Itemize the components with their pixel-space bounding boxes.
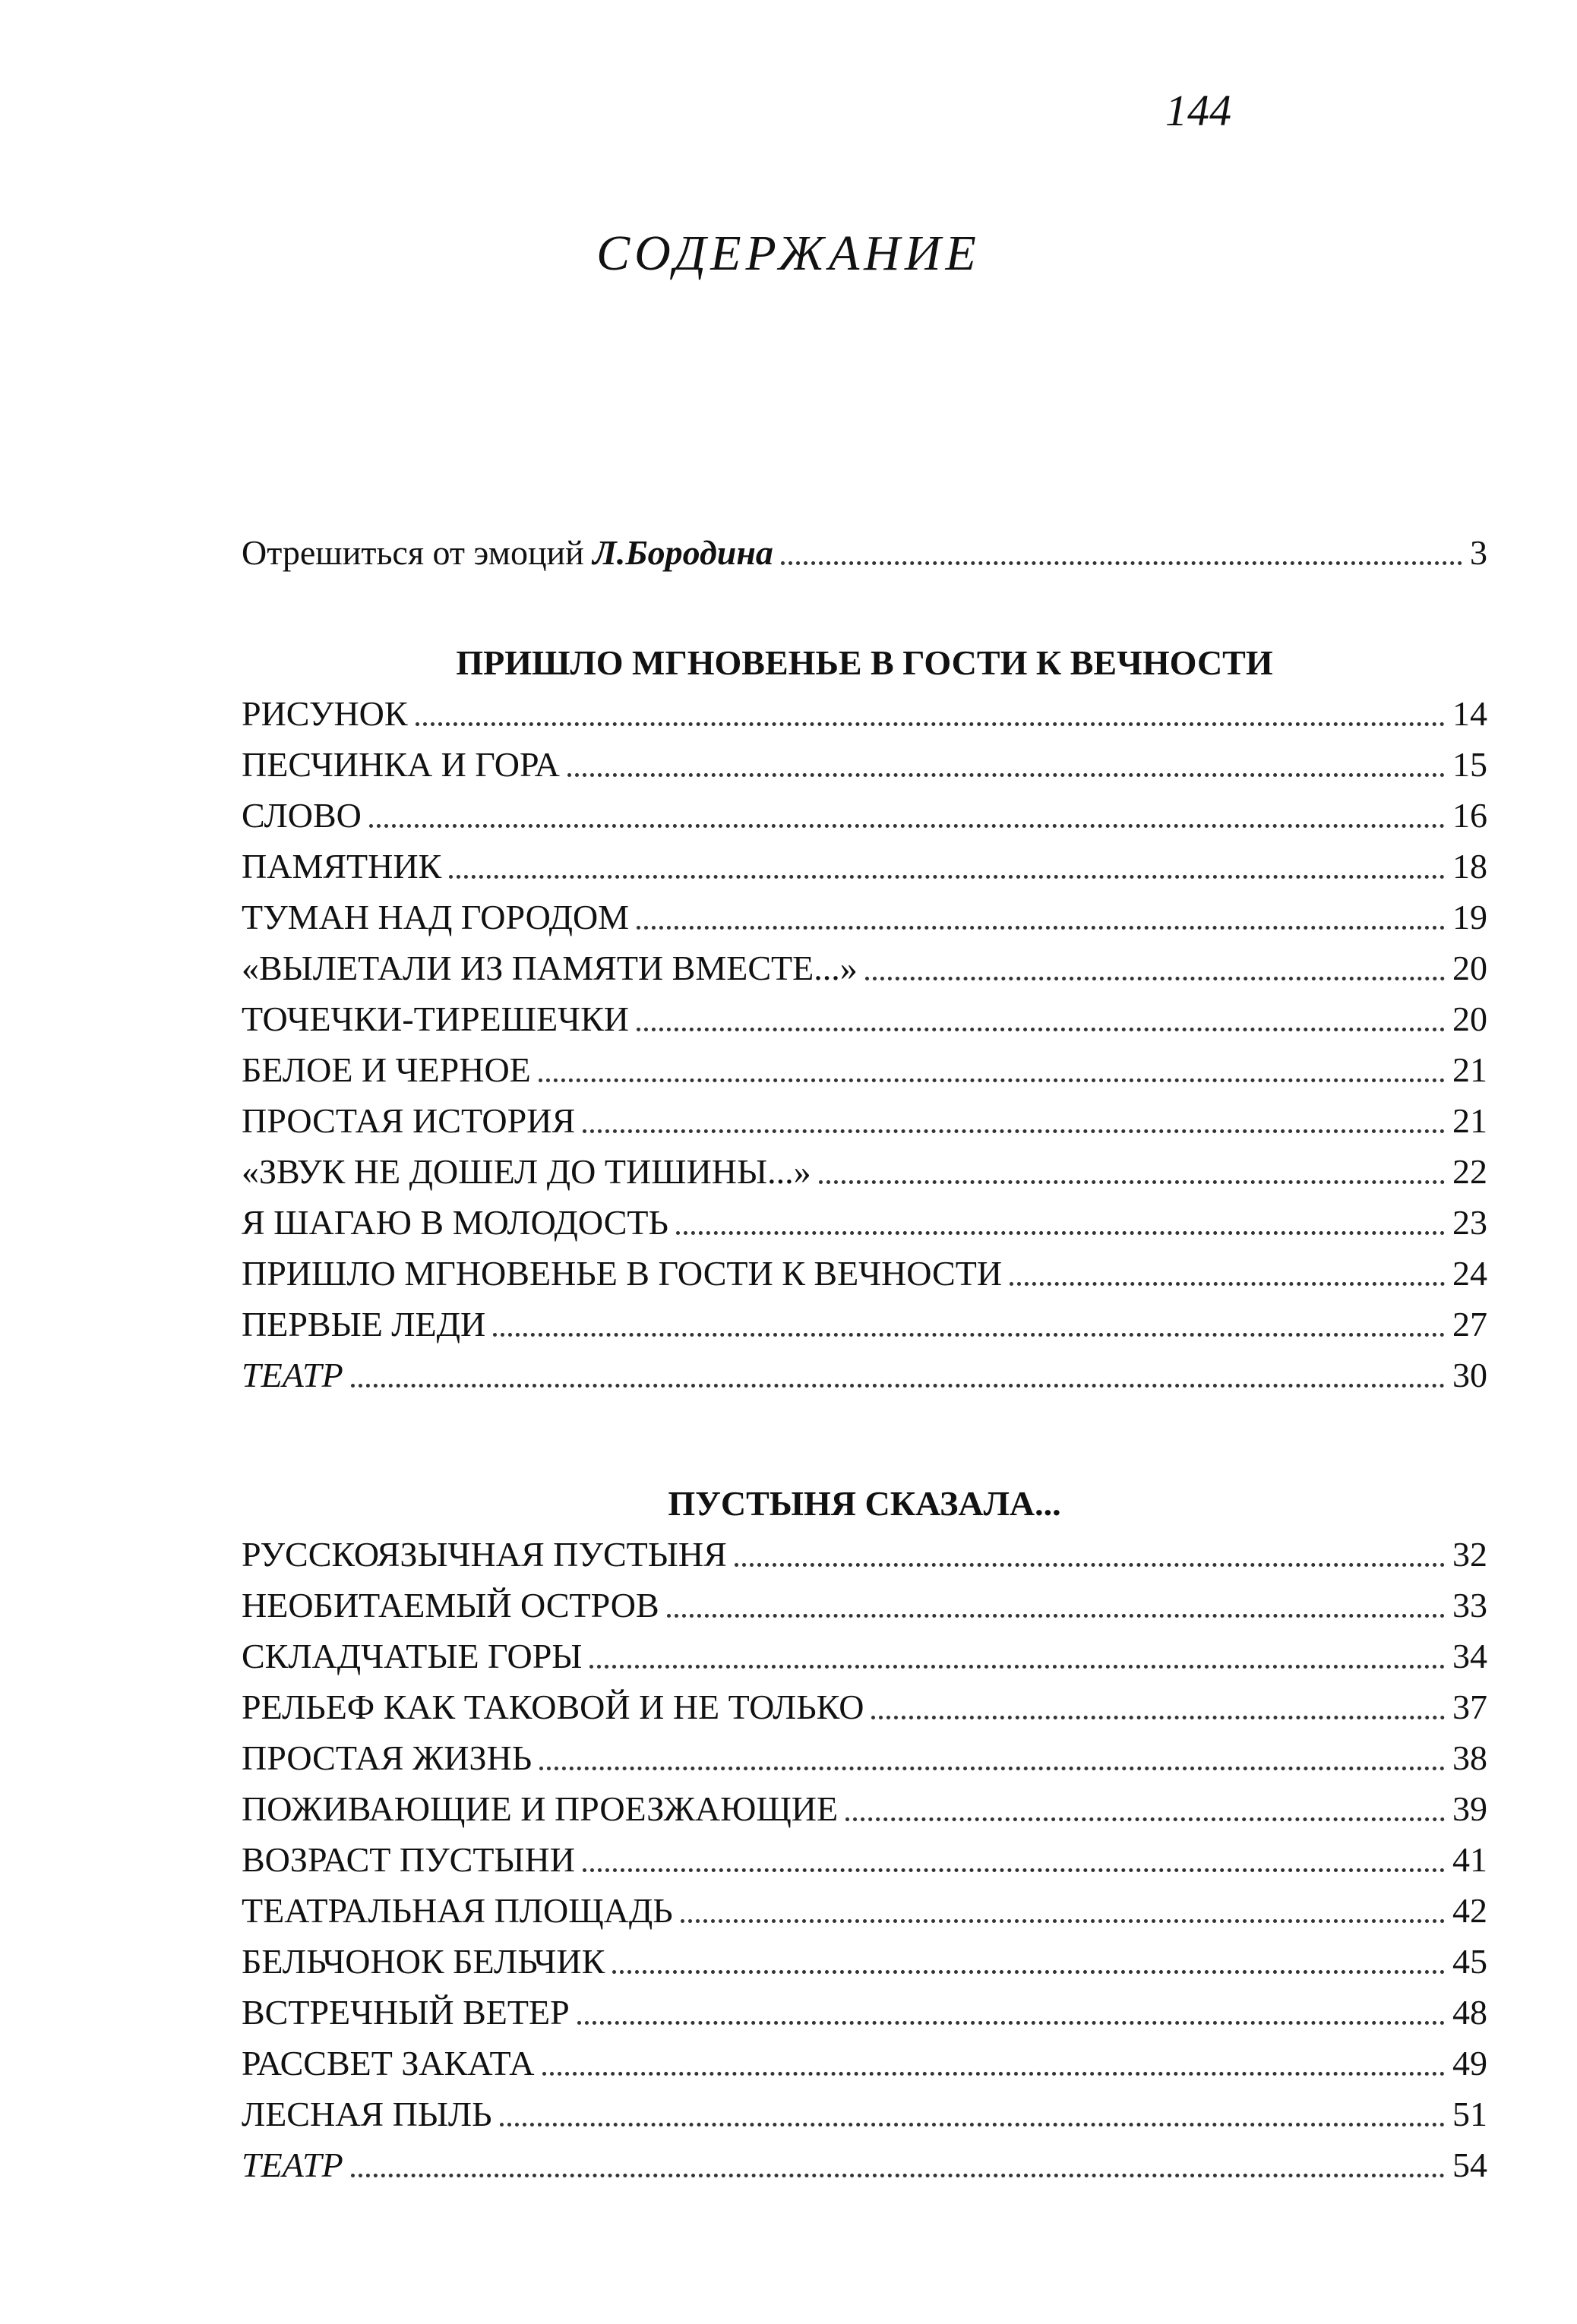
section-heading: ПУСТЫНЯ СКАЗАЛА... (668, 1484, 1061, 1523)
toc-entry-title: ТЕАТР (242, 2146, 343, 2184)
toc-entry[interactable] (242, 1681, 1487, 1732)
toc-entry-page: 18 (1452, 847, 1487, 886)
toc-entry-title: ТЕАТР (242, 1356, 343, 1394)
toc-entry-title: РЕЛЬЕФ КАК ТАКОВОЙ И НЕ ТОЛЬКО (242, 1688, 864, 1726)
toc-entry-title: РУССКОЯЗЫЧНАЯ ПУСТЫНЯ (242, 1535, 727, 1574)
toc-entry-page: 33 (1452, 1586, 1487, 1625)
toc-entry-page: 41 (1452, 1840, 1487, 1879)
toc-entry[interactable] (242, 2089, 1487, 2139)
toc-entry[interactable] (242, 1783, 1487, 1834)
toc-entry-title-text: Отрешиться от эмоций (242, 533, 593, 572)
toc-entry-page: 51 (1452, 2095, 1487, 2133)
toc-entry-page: 15 (1452, 745, 1487, 784)
toc-entry[interactable] (242, 790, 1487, 841)
toc-entry-page: 39 (1452, 1789, 1487, 1828)
toc-entry[interactable] (242, 1146, 1487, 1197)
dot-leader (567, 773, 1445, 777)
toc-entry-title: ЛЕСНАЯ ПЫЛЬ (242, 2095, 492, 2133)
toc-entry-title: ПАМЯТНИК (242, 847, 442, 886)
toc-entry-title: ПОЖИВАЮЩИЕ И ПРОЕЗЖАЮЩИЕ (242, 1789, 839, 1828)
toc-entry-page: 21 (1452, 1050, 1487, 1089)
toc-entry-page: 37 (1452, 1688, 1487, 1726)
page-title: СОДЕРЖАНИЕ (596, 226, 981, 281)
section-heading: ПРИШЛО МГНОВЕНЬЕ В ГОСТИ К ВЕЧНОСТИ (456, 643, 1273, 682)
toc-entry-title: ВСТРЕЧНЫЙ ВЕТЕР (242, 1993, 570, 2032)
dot-leader (539, 1078, 1445, 1082)
dot-leader (637, 1028, 1445, 1031)
toc-entry-title: РАССВЕТ ЗАКАТА (242, 2044, 535, 2082)
toc-entry[interactable] (242, 1350, 1487, 1400)
toc-entry-title: ПЕРВЫЕ ЛЕДИ (242, 1305, 486, 1344)
toc-entry-title: ТОЧЕЧКИ-ТИРЕШЕЧКИ (242, 999, 629, 1038)
toc-entry-title: ТЕАТРАЛЬНАЯ ПЛОЩАДЬ (242, 1891, 673, 1930)
toc-entry-title: ПРОСТАЯ ИСТОРИЯ (242, 1101, 576, 1140)
toc-entry-page: 16 (1452, 796, 1487, 835)
dot-leader (500, 2123, 1445, 2127)
dot-leader (583, 1868, 1445, 1872)
section-entries (242, 688, 1487, 1400)
toc-entry[interactable] (242, 1936, 1487, 1987)
dot-leader (637, 926, 1445, 930)
dot-leader (577, 2021, 1445, 2025)
toc-entry[interactable] (242, 841, 1487, 892)
toc-entry-page: 27 (1452, 1305, 1487, 1344)
toc-entry-title: ПРИШЛО МГНОВЕНЬЕ В ГОСТИ К ВЕЧНОСТИ (242, 1254, 1003, 1293)
dot-leader (539, 1767, 1445, 1770)
toc-entry-page: 30 (1452, 1356, 1487, 1394)
toc-entry-page: 20 (1452, 999, 1487, 1038)
toc-entry[interactable] (242, 1580, 1487, 1631)
toc-entry[interactable] (242, 892, 1487, 943)
page-number: 144 (1165, 86, 1231, 135)
toc-entry[interactable] (242, 1529, 1487, 1580)
dot-leader (865, 977, 1445, 980)
toc-entry-title: ПРОСТАЯ ЖИЗНЬ (242, 1738, 533, 1777)
dot-leader (416, 722, 1445, 726)
dot-leader (449, 875, 1445, 879)
dot-leader (612, 1970, 1445, 1974)
toc-entry[interactable] (242, 1631, 1487, 1681)
dot-leader (871, 1716, 1445, 1719)
toc-entry-page: 19 (1452, 898, 1487, 936)
toc-entry[interactable] (242, 1885, 1487, 1936)
toc-entry[interactable] (242, 1732, 1487, 1783)
toc-entry-page: 34 (1452, 1637, 1487, 1675)
toc-entry-page: 22 (1452, 1152, 1487, 1191)
toc-entry-title: ПЕСЧИНКА И ГОРА (242, 745, 560, 784)
toc-entry-title: «ЗВУК НЕ ДОШЕЛ ДО ТИШИНЫ...» (242, 1152, 811, 1191)
dot-leader (1010, 1282, 1445, 1286)
toc-entry[interactable] (242, 1197, 1487, 1248)
dot-leader (735, 1563, 1445, 1567)
toc-entry-title: ВОЗРАСТ ПУСТЫНИ (242, 1840, 575, 1879)
toc-entry-page: 38 (1452, 1738, 1487, 1777)
toc-entry-page: 49 (1452, 2044, 1487, 2082)
dot-leader (351, 2174, 1445, 2177)
toc-entry-title: РИСУНОК (242, 694, 408, 733)
toc-entry-page: 23 (1452, 1203, 1487, 1242)
dot-leader (681, 1919, 1445, 1923)
toc-entry[interactable] (242, 1987, 1487, 2038)
toc-entry-title: БЕЛОЕ И ЧЕРНОЕ (242, 1050, 531, 1089)
toc-entry-page: 54 (1452, 2146, 1487, 2184)
toc-entry[interactable] (242, 1248, 1487, 1299)
toc-entry-title: СЛОВО (242, 796, 362, 835)
toc-entry[interactable] (242, 1095, 1487, 1146)
toc-entry-page: 21 (1452, 1101, 1487, 1140)
toc-entry[interactable] (242, 2139, 1487, 2190)
toc-entry-page: 48 (1452, 1993, 1487, 2032)
dot-leader (676, 1231, 1445, 1235)
dot-leader (583, 1129, 1445, 1133)
section-entries (242, 1529, 1487, 2190)
toc-entry-page: 24 (1452, 1254, 1487, 1293)
dot-leader (589, 1665, 1445, 1669)
dot-leader (819, 1180, 1445, 1184)
toc-entry-title: БЕЛЬЧОНОК БЕЛЬЧИК (242, 1942, 605, 1981)
toc-entry-title: «ВЫЛЕТАЛИ ИЗ ПАМЯТИ ВМЕСТЕ...» (242, 949, 858, 987)
dot-leader (369, 824, 1445, 828)
toc-entry-title: НЕОБИТАЕМЫЙ ОСТРОВ (242, 1586, 659, 1625)
toc-entry-page: 14 (1452, 694, 1487, 733)
toc-entry-title: СКЛАДЧАТЫЕ ГОРЫ (242, 1637, 583, 1675)
toc-entry-page: 20 (1452, 949, 1487, 987)
table-of-contents (242, 527, 1487, 2190)
toc-entry[interactable] (242, 2038, 1487, 2089)
dot-leader (542, 2072, 1445, 2076)
toc-entry[interactable] (242, 739, 1487, 790)
toc-entry-title: ТУМАН НАД ГОРОДОМ (242, 898, 630, 936)
toc-entry[interactable] (242, 1299, 1487, 1350)
dot-leader (351, 1384, 1445, 1388)
toc-entry[interactable] (242, 1834, 1487, 1885)
toc-entry-intro[interactable] (242, 527, 1487, 578)
toc-entry-page: 32 (1452, 1535, 1487, 1574)
toc-entry-page: 42 (1452, 1891, 1487, 1930)
dot-leader (845, 1817, 1445, 1821)
toc-entry-title (242, 527, 773, 578)
dot-leader (781, 561, 1462, 565)
toc-entry[interactable] (242, 943, 1487, 993)
toc-entry[interactable] (242, 1044, 1487, 1095)
dot-leader (667, 1614, 1445, 1618)
toc-entry-author: Л.Бородина (593, 533, 773, 572)
dot-leader (493, 1333, 1445, 1337)
toc-entry-title: Я ШАГАЮ В МОЛОДОСТЬ (242, 1203, 668, 1242)
toc-entry-page: 45 (1452, 1942, 1487, 1981)
toc-entry[interactable] (242, 993, 1487, 1044)
toc-entry-page: 3 (1470, 533, 1487, 572)
toc-entry[interactable] (242, 688, 1487, 739)
